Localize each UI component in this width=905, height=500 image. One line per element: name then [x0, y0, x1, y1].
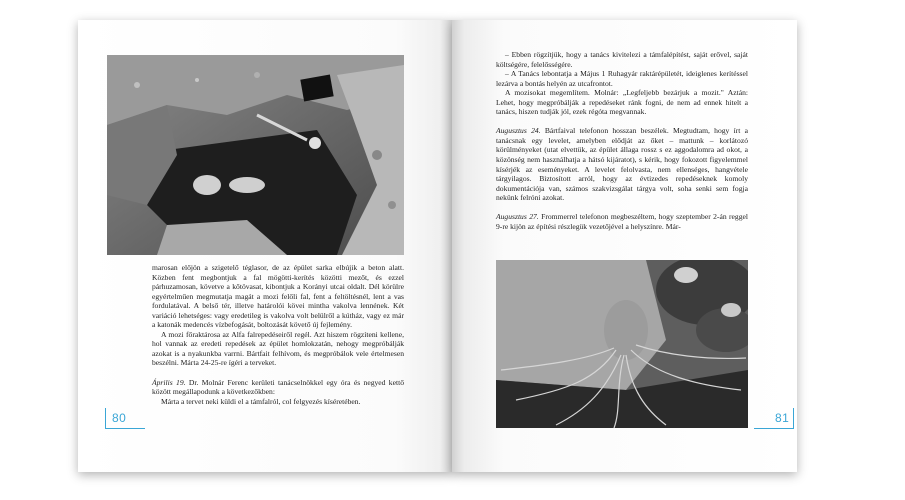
left-paragraph-1: marosan előjön a szigetelő téglasor, de az épület sarka elbújik a beton alatt. Közben fent megbontjuk a fal mögötti-kerítés közötti mezőt, és ezzel párhuzamosan, követve a kőtövasat, kibontjuk a Korányi utcai oldalt. Dél körülre egyértelműen megmutatja magát a mozi felőli fal, fent a feltöltésnél, lent a vas fordulatával. A belső tér, illetve határolói kövei mintha vakolva lennének. Két variáció lehetséges: vagy eredetileg is vakolva volt belülről a kútház, vagy ez már a katonák medencés vízbefogását, boltozását követő új fejlemény.: [152, 263, 404, 330]
roots-photo: [496, 260, 748, 428]
right-date-august-27: Augusztus 27.: [496, 212, 539, 222]
left-page-number: 80: [112, 411, 127, 425]
left-page-number-rule-horizontal: [105, 428, 145, 429]
left-paragraph-2: A mozi főraktárosa az Alfa falrepedéseiről regél. Azt hiszem rögzíteni kellene, hol vannak az eredeti repedések az épület homlokzatán, nehogy megpróbálják azokat is a nyakunkba varrni. Bártfait felhívom, és megpróbálok vele értelmesen beszélni. Márta 24-25-re ígéri a terveket.: [152, 329, 404, 368]
left-paragraph-3: [152, 378, 404, 397]
right-page-number: 81: [775, 411, 790, 425]
right-paragraph-4-body: Bártfaival telefonon hosszan beszélek. Megtudtam, hogy írt a tanácsnak egy levelet, amelyben elődját az őket – mattunk – korlátozó körülményeket (utat elvettük, az épület állaga rossz s ez aggodalomra ad okot, a közönség nem használhatja a hátsó kijáratot), s kérik, hogy fokozott figyelemmel kísérjék az eseményeket. A levelet felolvasta, nem ellenséges, hangvétele tárgyilagos. Biztosított arról, hogy az évtizedes repedéseknek komoly dokumentációja van, számos szakvizsgálat tárgya volt, soha senki sem fogja nekünk felróni azokat.: [496, 126, 748, 203]
excavation-photo: [107, 55, 404, 255]
right-date-august-24: Augusztus 24.: [496, 126, 541, 136]
right-paragraph-4: [496, 126, 748, 202]
left-page-text: [152, 263, 404, 406]
right-paragraph-2: – A Tanács lebontatja a Május 1 Ruhagyár raktárépületét, ideiglenes kerítéssel lezárva a bontás helyén az utcafrontot.: [496, 69, 748, 88]
right-paragraph-5: [496, 212, 748, 231]
right-page-number-rule-horizontal: [754, 428, 794, 429]
book-gutter-shadow: [440, 20, 464, 472]
right-paragraph-5-body: Frommerrel telefonon megbeszéltem, hogy szeptember 2-án reggel 9-re kijön az építési részlegük vezetőjével a helyszínre. Már-: [496, 212, 748, 231]
right-paragraph-1: – Ebben rögzítjük, hogy a tanács kivitelezi a támfalépítést, saját erővel, saját költségére, felelősségére.: [496, 50, 748, 69]
right-page-text: [496, 50, 748, 231]
right-paragraph-3: A mozisokat megemlítem. Molnár: „Legfeljebb bezárjuk a mozit." Aztán: Lehet, hogy megpróbálják a repedéseket ránk fogni, de nem ad ennek hitelt a tanács, hiszen tudják jól, ezek régóta megvannak.: [496, 88, 748, 117]
left-paragraph-3-body: Dr. Molnár Ferenc kerületi tanácselnökkel egy óra és negyed kettő között megállapodunk a következőkben:: [152, 377, 404, 397]
left-date-april-19: Április 19.: [152, 377, 186, 387]
right-page-number-rule-vertical: [793, 408, 794, 428]
left-page-number-rule-vertical: [105, 408, 106, 428]
left-paragraph-4: Márta a tervet neki küldi el a támfalról, col felgyezés kíséretében.: [161, 396, 361, 406]
